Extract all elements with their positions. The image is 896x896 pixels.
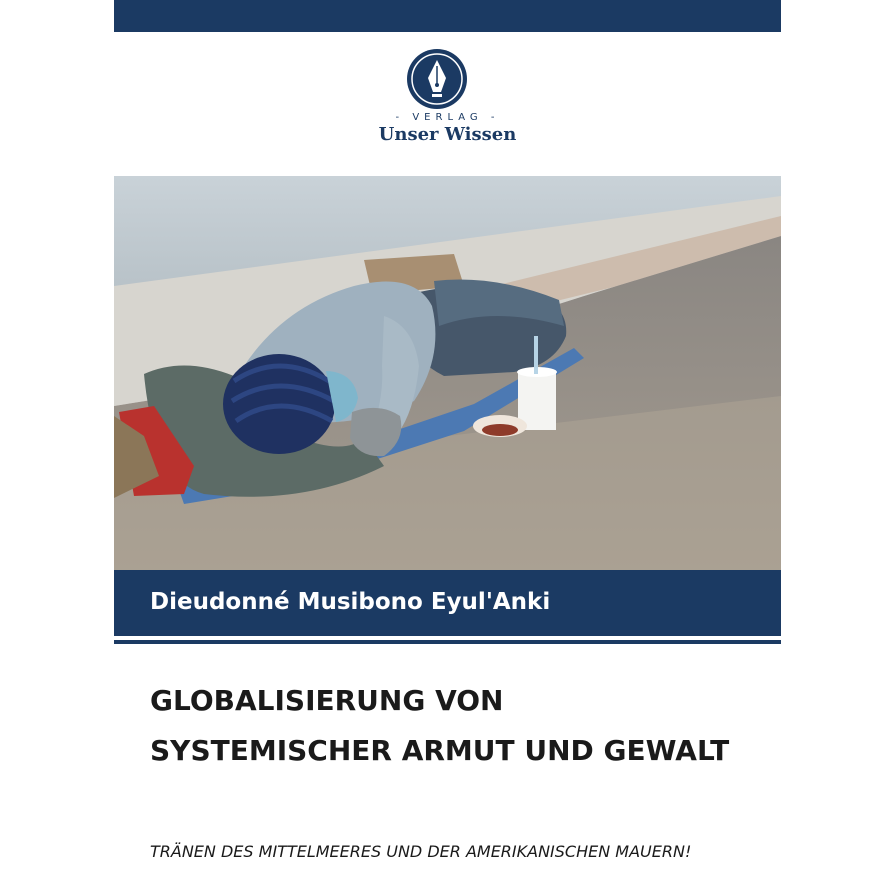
author-name: Dieudonné Musibono Eyul'Anki [150,589,551,615]
book-title: GLOBALISIERUNG VON SYSTEMISCHER ARMUT UND GEWALT [150,684,730,767]
fountain-pen-nib-icon [406,48,468,110]
publisher-verlag-label: - VERLAG - [395,112,500,123]
publisher-name: Unser Wissen [378,124,517,145]
divider-line [114,640,781,644]
top-color-bar [114,0,781,32]
cover-photo [114,176,781,570]
homeless-person-photo-icon [114,176,781,570]
book-cover [114,0,781,896]
publisher-logo [114,46,781,156]
book-subtitle: TRÄNEN DES MITTELMEERES UND DER AMERIKANISCHEN MAUERN! [150,842,692,861]
author-band [114,570,781,636]
